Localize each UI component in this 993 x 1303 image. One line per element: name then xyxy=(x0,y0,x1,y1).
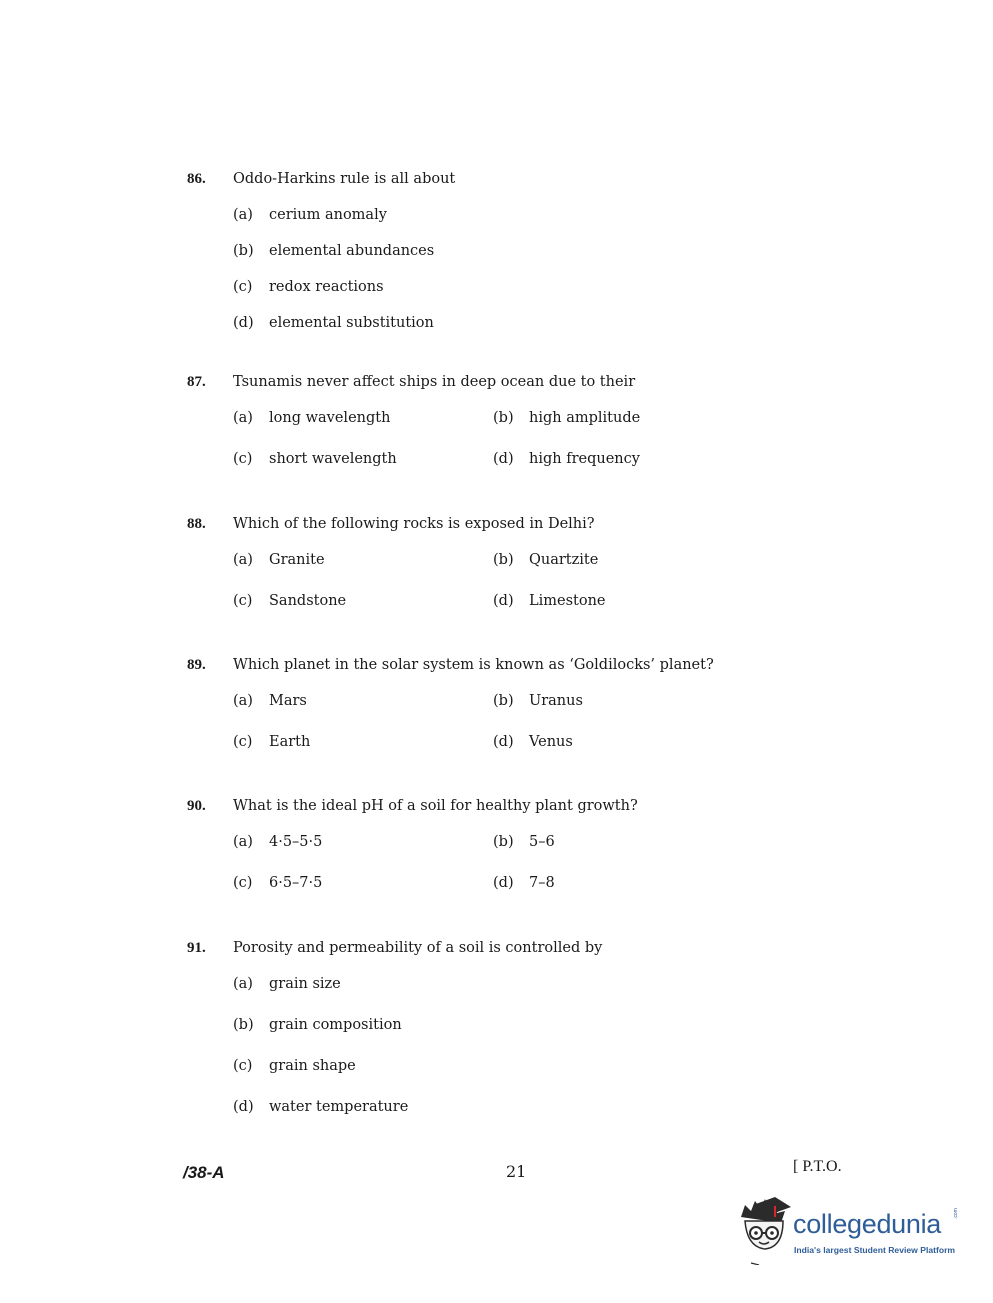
mascot-icon xyxy=(735,1195,795,1265)
option-label: (d) xyxy=(493,734,514,750)
option-d xyxy=(493,593,606,609)
option-label: (a) xyxy=(233,410,253,426)
option-b xyxy=(493,410,640,426)
option-text: Quartzite xyxy=(529,552,599,568)
option-b xyxy=(493,552,598,568)
option-c xyxy=(233,593,346,609)
option-label: (a) xyxy=(233,552,253,568)
option-text: long wavelength xyxy=(269,410,391,426)
option-label: (b) xyxy=(233,1017,254,1033)
brand-tagline: India's largest Student Review Platform xyxy=(794,1245,956,1255)
brand-name: collegedunia xyxy=(793,1209,942,1239)
question-number: 89. xyxy=(187,657,206,673)
option-label: (a) xyxy=(233,834,253,850)
option-d xyxy=(493,451,640,467)
option-label: (c) xyxy=(233,1058,253,1074)
question-text: Which planet in the solar system is known as ‘Goldilocks’ planet? xyxy=(233,657,714,673)
option-label: (b) xyxy=(493,693,514,709)
option-label: (d) xyxy=(493,593,514,609)
question-number: 86. xyxy=(187,171,206,187)
option-a xyxy=(233,410,390,426)
option-label: (d) xyxy=(493,875,514,891)
option-text: Uranus xyxy=(529,693,583,709)
option-text: elemental abundances xyxy=(269,243,435,259)
page-number: 21 xyxy=(506,1162,527,1181)
brand-domain: .com xyxy=(953,1208,959,1219)
option-b xyxy=(493,693,583,709)
option-text: redox reactions xyxy=(269,279,384,295)
option-text: Limestone xyxy=(529,593,606,609)
option-text: Granite xyxy=(269,552,325,568)
option-b xyxy=(493,834,555,850)
option-c xyxy=(233,279,384,295)
option-text: grain shape xyxy=(269,1058,356,1074)
option-text: elemental substitution xyxy=(269,315,434,331)
question-text: What is the ideal pH of a soil for healthy plant growth? xyxy=(233,798,638,814)
option-text: short wavelength xyxy=(269,451,397,467)
option-label: (a) xyxy=(233,976,253,992)
option-label: (c) xyxy=(233,451,253,467)
option-label: (d) xyxy=(493,451,514,467)
option-a xyxy=(233,834,322,850)
option-a xyxy=(233,693,307,709)
question-number: 90. xyxy=(187,798,206,814)
question-text: Tsunamis never affect ships in deep ocean due to their xyxy=(233,374,636,390)
option-text: Sandstone xyxy=(269,593,347,609)
option-a xyxy=(233,552,325,568)
question-text: Which of the following rocks is exposed in Delhi? xyxy=(233,516,595,532)
option-text: 7–8 xyxy=(529,875,555,891)
option-text: high frequency xyxy=(529,451,640,467)
option-label: (a) xyxy=(233,207,253,223)
booklet-code: /38-A xyxy=(183,1163,225,1182)
question-text: Oddo-Harkins rule is all about xyxy=(233,171,456,187)
option-text: grain composition xyxy=(269,1017,402,1033)
option-d xyxy=(493,734,573,750)
option-c xyxy=(233,875,322,891)
pto-label: [ P.T.O. xyxy=(793,1158,842,1175)
option-c xyxy=(233,1058,356,1074)
question-number: 91. xyxy=(187,940,206,956)
option-text: 5–6 xyxy=(529,834,555,850)
option-d xyxy=(233,315,434,331)
question-number: 88. xyxy=(187,516,206,532)
option-text: cerium anomaly xyxy=(269,207,387,223)
option-b xyxy=(233,1017,402,1033)
option-label: (c) xyxy=(233,593,253,609)
question-number: 87. xyxy=(187,374,206,390)
option-label: (d) xyxy=(233,1099,254,1115)
option-text: 4·5–5·5 xyxy=(269,834,323,850)
option-c xyxy=(233,451,397,467)
option-label: (d) xyxy=(233,315,254,331)
option-label: (b) xyxy=(233,243,254,259)
option-text: high amplitude xyxy=(529,410,641,426)
option-text: 6·5–7·5 xyxy=(269,875,323,891)
option-label: (a) xyxy=(233,693,253,709)
option-text: Earth xyxy=(269,734,311,750)
option-text: grain size xyxy=(269,976,341,992)
question-text: Porosity and permeability of a soil is controlled by xyxy=(233,940,603,956)
option-a xyxy=(233,976,341,992)
collegedunia-watermark xyxy=(735,1195,965,1265)
option-label: (c) xyxy=(233,734,253,750)
option-c xyxy=(233,734,310,750)
option-label: (c) xyxy=(233,279,253,295)
option-label: (c) xyxy=(233,875,253,891)
option-label: (b) xyxy=(493,410,514,426)
option-b xyxy=(233,243,434,259)
option-label: (b) xyxy=(493,552,514,568)
option-d xyxy=(493,875,555,891)
option-a xyxy=(233,207,387,223)
option-text: Venus xyxy=(529,734,573,750)
option-text: Mars xyxy=(269,693,307,709)
option-text: water temperature xyxy=(269,1099,409,1115)
option-label: (b) xyxy=(493,834,514,850)
option-d xyxy=(233,1099,408,1115)
